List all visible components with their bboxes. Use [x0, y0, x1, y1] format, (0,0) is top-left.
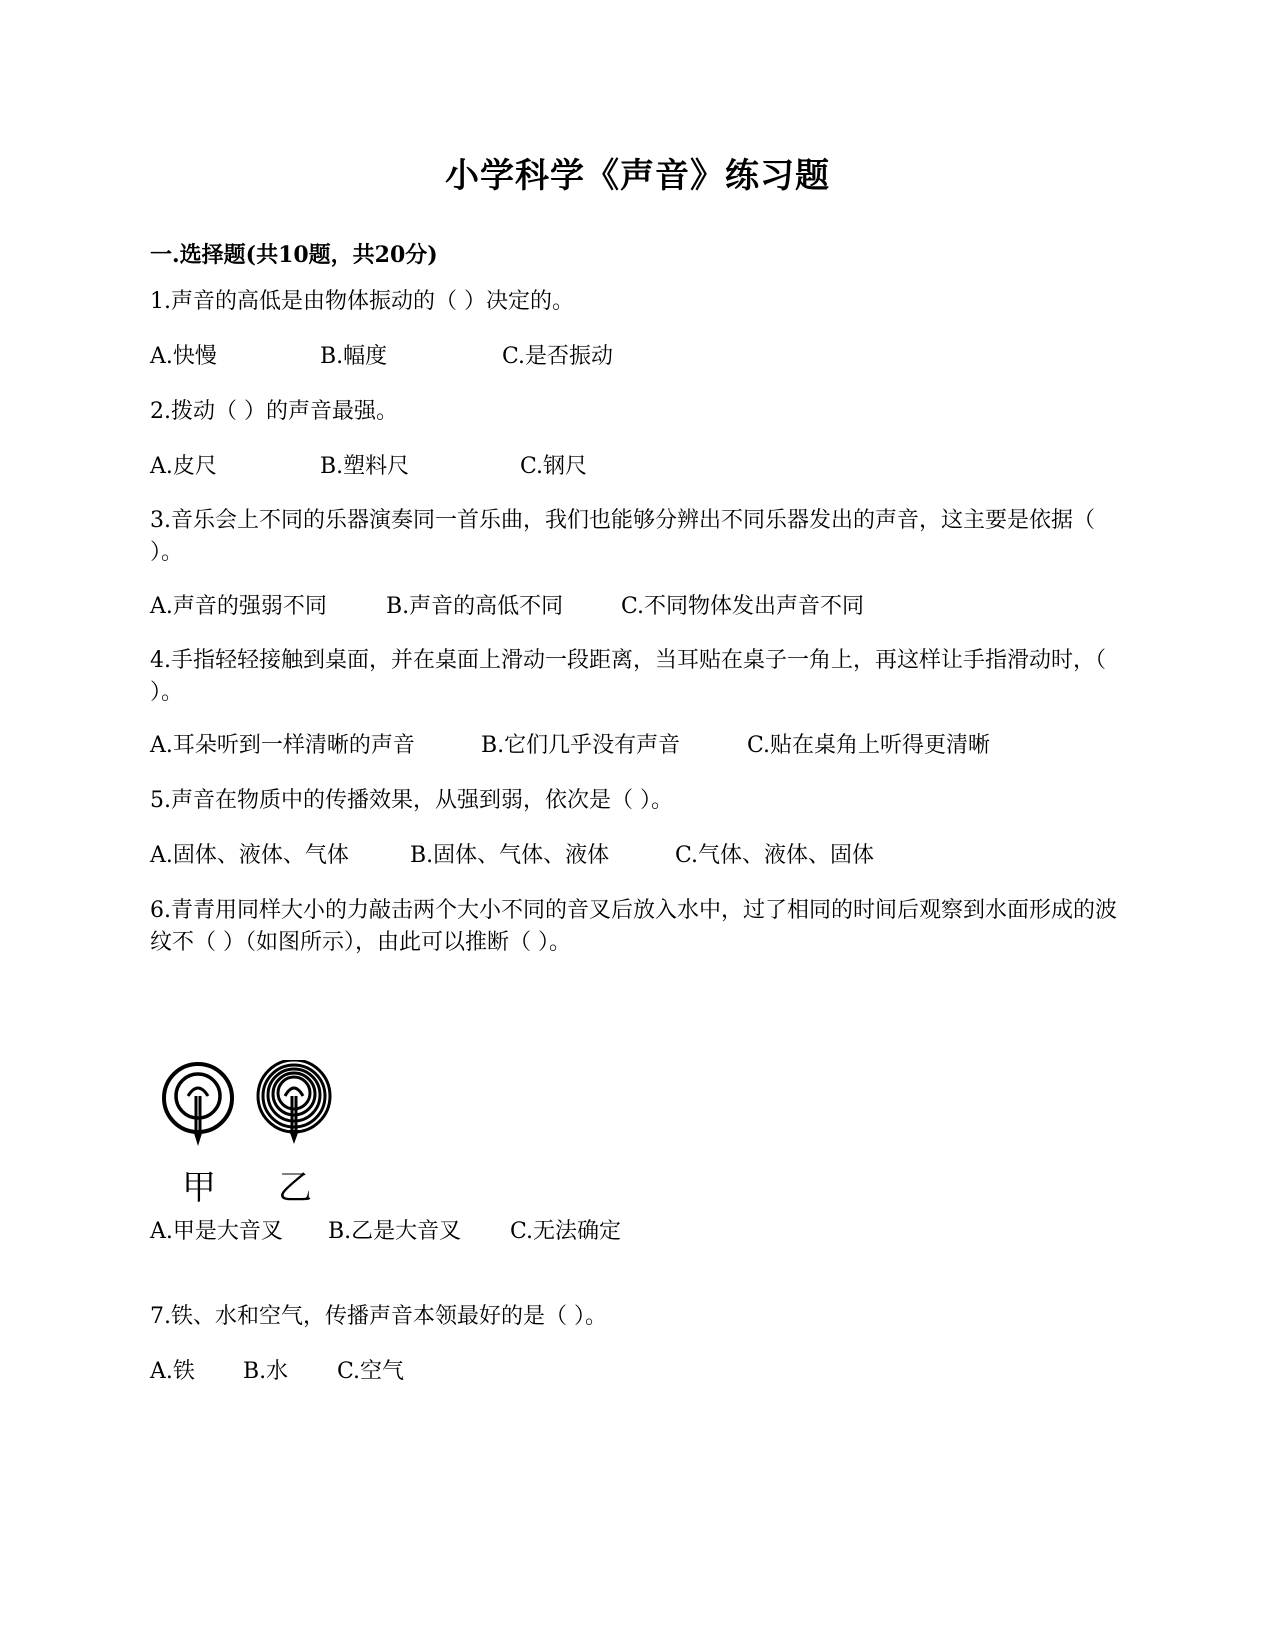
q6-option-c: C.无法确定 [510, 1219, 622, 1244]
q1-option-b: B.幅度 [320, 344, 388, 369]
ripple-diagram [160, 1060, 360, 1150]
q4-option-b: B.它们几乎没有声音 [481, 733, 681, 758]
q3-option-b: B.声音的高低不同 [386, 594, 564, 619]
q7-option-a: A.铁 [150, 1359, 195, 1384]
page-title: 小学科学《声音》练习题 [445, 156, 830, 196]
question-5-options [150, 840, 1125, 872]
q2-option-a: A.皮尺 [150, 454, 217, 479]
question-4-options [150, 730, 1125, 762]
question-5: 5.声音在物质中的传播效果，从强到弱，依次是（ ）。 [150, 788, 673, 813]
q7-option-c: C.空气 [337, 1359, 405, 1384]
q6-option-b: B.乙是大音叉 [328, 1219, 462, 1244]
q1-option-a: A.快慢 [150, 344, 217, 369]
question-3-options [150, 591, 1125, 623]
question-2-options [150, 451, 1125, 483]
q3-option-c: C.不同物体发出声音不同 [621, 594, 865, 619]
q4-option-a: A.耳朵听到一样清晰的声音 [150, 733, 415, 758]
q5-option-c: C.气体、液体、固体 [675, 843, 875, 868]
question-7-options [150, 1356, 1125, 1388]
q2-option-c: C.钢尺 [520, 454, 588, 479]
question-1-options [150, 341, 1125, 373]
tuning-fork-jia-icon [164, 1064, 232, 1146]
figure-label-yi: 乙 [278, 1168, 312, 1208]
question-3: 3.音乐会上不同的乐器演奏同一首乐曲，我们也能够分辨出不同乐器发出的声音，这主要是依据（ ）。 [150, 508, 1095, 565]
figure-label-jia: 甲 [182, 1168, 216, 1208]
q7-option-b: B.水 [243, 1359, 289, 1384]
tuning-fork-figure [160, 1060, 360, 1210]
q3-option-a: A.声音的强弱不同 [150, 594, 327, 619]
q1-option-c: C.是否振动 [502, 344, 614, 369]
question-7: 7.铁、水和空气，传播声音本领最好的是（ ）。 [150, 1304, 607, 1329]
tuning-fork-yi-icon [258, 1060, 330, 1144]
q5-option-b: B.固体、气体、液体 [410, 843, 610, 868]
question-4: 4.手指轻轻接触到桌面，并在桌面上滑动一段距离，当耳贴在桌子一角上，再这样让手指滑动时，（ ）。 [150, 648, 1106, 705]
q5-option-a: A.固体、液体、气体 [150, 843, 349, 868]
q4-option-c: C.贴在桌角上听得更清晰 [747, 733, 991, 758]
question-6: 6.青青用同样大小的力敲击两个大小不同的音叉后放入水中，过了相同的时间后观察到水面形成的波纹不（ ）（如图所示），由此可以推断（ ）。 [150, 898, 1117, 955]
question-1: 1.声音的高低是由物体振动的（ ）决定的。 [150, 289, 574, 314]
q2-option-b: B.塑料尺 [320, 454, 410, 479]
section-heading: 一.选择题(共10题，共20分) [150, 242, 438, 268]
q6-option-a: A.甲是大音叉 [150, 1219, 283, 1244]
question-6-options [150, 1216, 1125, 1248]
question-2: 2.拨动（ ）的声音最强。 [150, 399, 398, 424]
